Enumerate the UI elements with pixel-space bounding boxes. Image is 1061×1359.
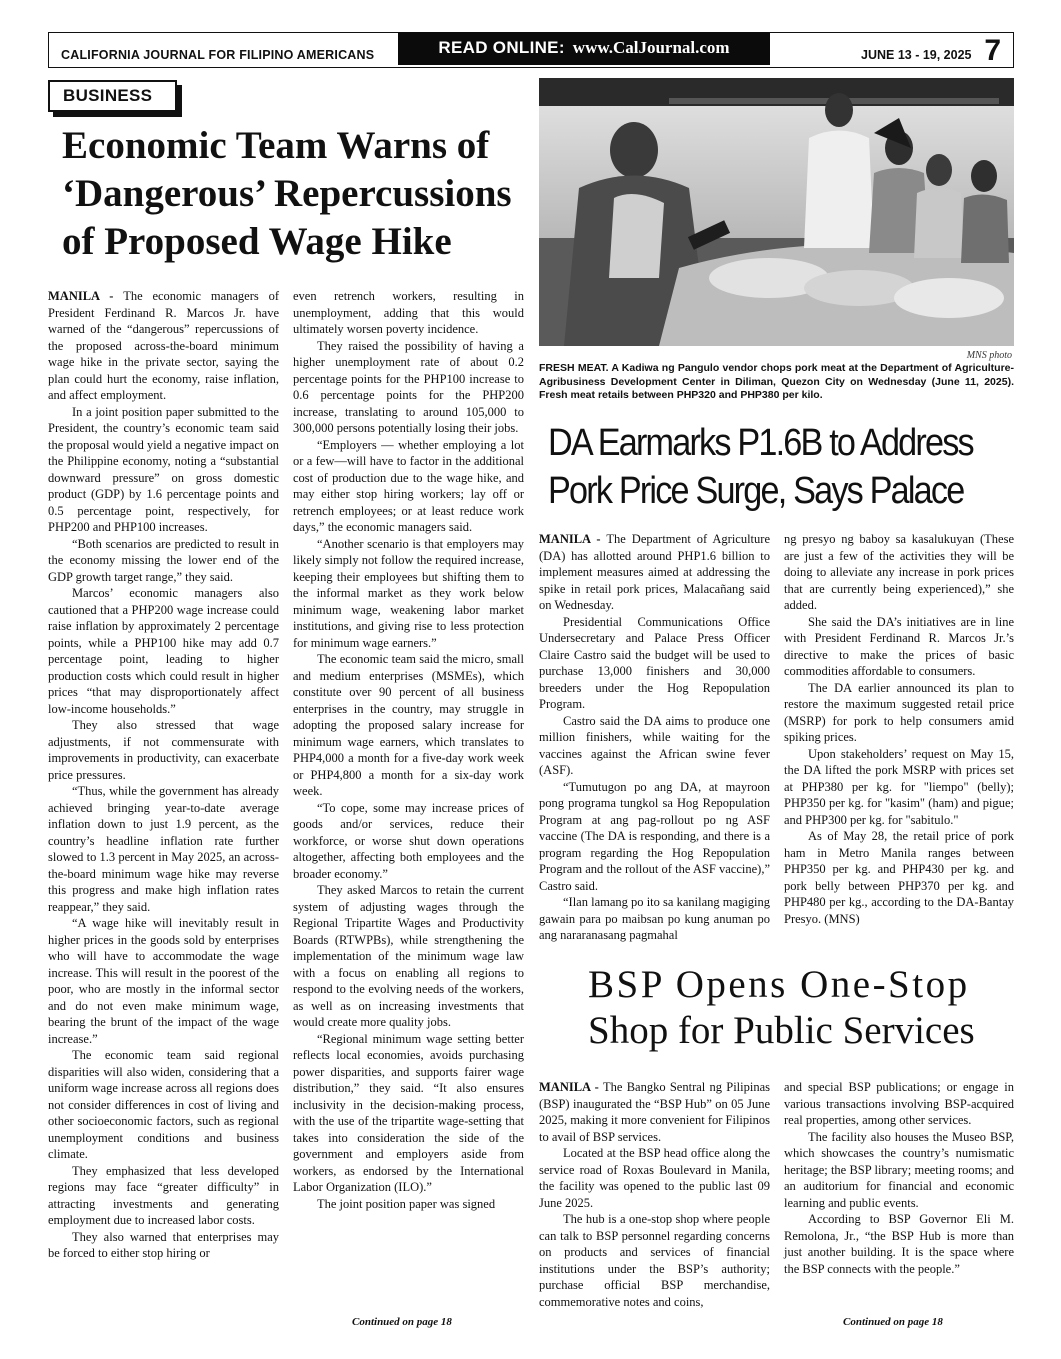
article2-paragraph: “Tumutugon po ang DA, at mayroon pong programa tungkol sa Hog Repopulation Program at ang pag-rollout po ng ASF vaccine (The DA is responding, and there is a program regarding the Hog Repopulation Program and the rollout of the ASF vaccine),” Castro said. <box>539 779 770 893</box>
article3-paragraph: The hub is a one-stop shop where people can talk to BSP personnel regarding concerns on products and services of financial institutions under the BSP’s authority; purchase official BSP merchandise, commemorative notes and coins, <box>539 1212 770 1309</box>
article3-paragraph: Located at the BSP head office along the service road of Roxas Boulevard in Manila, the facility was opened to the public last 09 June 2025. <box>539 1146 770 1210</box>
article1-paragraph: “Both scenarios are predicted to result in the economy missing the lower end of the GDP growth target range,” they said. <box>48 536 279 584</box>
article1-paragraph: “Thus, while the government has already achieved bringing year-to-date average inflation down to just 1.9 percent, as the country’s headline inflation rate further slowed to 1.3 percent in May 2025, an across-the-board minimum wage hike may reverse this progress and make high inflation rates reappear,” they said. <box>48 784 279 914</box>
article3-dateline: MANILA - <box>539 1080 604 1094</box>
photo-caption: FRESH MEAT. A Kadiwa ng Pangulo vendor chops pork meat at the Department of Agriculture-Agribusiness Development Center in Diliman, Quezon City on Wednesday (June 11, 2025). Fresh meat retails between PHP320 and PHP380 per kilo. <box>539 362 1014 401</box>
article1-paragraph: “Regional minimum wage setting better reflects local economies, avoids purchasing power disparities, and supports fairer wage distribution,” they said. “It also ensures inclusivity in the decision-making process, with the use of the tripartite wage-setting that takes into consideration the side of the government and employers aside from workers, as endorsed by the International Labor Organization (ILO).” <box>293 1031 524 1194</box>
article2-dateline: MANILA - <box>539 532 607 546</box>
article3-headline-line2: Shop for Public Services <box>588 1009 975 1052</box>
article2-column-2 <box>784 531 1014 927</box>
article1-column-1 <box>48 288 279 1262</box>
article1-paragraph: “Another scenario is that employers may likely simply not follow the required increase, keeping their employees but shifting them to the informal market as they work below minimum wage, weakening labor market institutions, and giving rise to less protection for minimum wage earners.” <box>293 536 524 650</box>
article3-paragraph: and special BSP publications; or engage in various transactions involving BSP-acquired real properties, among other services. <box>784 1080 1014 1127</box>
section-tag: BUSINESS <box>48 80 177 112</box>
article2-paragraph: The DA earlier announced its plan to restore the maximum suggested retail price (MSRP) for pork to help consumers amid spiking prices. <box>784 680 1014 744</box>
article1-paragraph: even retrench workers, resulting in unemployment, adding that this would ultimately worsen poverty incidence. <box>293 289 524 336</box>
article3-headline-line1: BSP Opens One-Stop <box>588 963 970 1006</box>
article1-paragraph: “Employers — whether employing a lot or a few—will have to factor in the additional cost of production due to the wage hike, and may either stop hiring workers; lay off or retrench employees; or at least reduce work days,” the economic managers said. <box>293 437 524 534</box>
article1-paragraph: Marcos’ economic managers also cautioned that a PHP200 wage increase could raise inflation by approximately 2 percentage points, while a PHP100 hike may add 0.7 percentage point, leading to higher production costs which could result in higher prices “that may disproportionately affect low-income households.” <box>48 586 279 716</box>
article3-paragraph: MANILA - The Bangko Sentral ng Pilipinas (BSP) inaugurated the “BSP Hub” on 05 June 2025, making it more convenient for Filipinos to avail of BSP services. <box>539 1080 770 1144</box>
article1-paragraph: The economic team said regional disparities will also widen, considering that a uniform wage increase across all regions does not consider differences in cost of living and other socioeconomic factors, such as regional unemployment conditions and business climate. <box>48 1048 279 1161</box>
article1-paragraph: The economic team said the micro, small and medium enterprises (MSMEs), which constitute over 90 percent of all business enterprises in the country, may struggle in adopting the proposed salary increase for minimum wage earners, which translates to PHP4,000 a month for a five-day work week or PHP4,800 a month for a six-day work week. <box>293 652 524 798</box>
article1-paragraph: They also stressed that wage adjustments, if not commensurate with improvements in productivity, can exacerbate price pressures. <box>48 718 279 782</box>
article1-paragraph: In a joint position paper submitted to the President, the country’s economic team said the proposal would yield a negative impact on the Philippine economy, noting a “substantial downward pressure” on gross domestic product (GDP) by 1.6 percentage points and 0.5 percentage point, respectively, for PHP200 and PHP100 increases. <box>48 404 279 534</box>
read-online-label: READ ONLINE: <box>438 38 565 57</box>
article2-paragraph: Upon stakeholders’ request on May 15, the DA lifted the pork MSRP with prices set at PHP380 per kg. for "liempo" (belly); PHP350 per kg. for "kasim" (ham) and pigue; and PHP300 per kg. for "sabitulo." <box>784 746 1014 827</box>
article2-column-1 <box>539 531 770 944</box>
article2-headline <box>548 419 971 515</box>
read-online-url: www.CalJournal.com <box>572 38 730 57</box>
article1-headline: Economic Team Warns of ‘Dangerous’ Repercussions of Proposed Wage Hike <box>62 124 512 263</box>
article1-column-2 <box>293 288 524 1212</box>
article1-paragraph: The joint position paper was signed <box>317 1196 496 1211</box>
article2-paragraph: Presidential Communications Office Undersecretary and Palace Press Officer Claire Castro said the budget will be used to purchase 13,000 finishers and 30,000 breeders under the Hog Repopulation Program. <box>539 614 770 711</box>
article1-paragraph: “A wage hike will inevitably result in higher prices in the goods sold by enterprises who will have to accommodate the wage increase. This will result in the poorest of the poor, who are mostly in the informal sector and do not even make minimum wage, bearing the brunt of the impact of the wage increase.” <box>48 916 279 1046</box>
market-photo <box>539 78 1014 346</box>
article2-paragraph: MANILA - The Department of Agriculture (DA) has allotted around PHP1.6 billion to implement measures aimed at addressing the spike in retail pork prices, Malacañang said on Wednesday. <box>539 532 770 612</box>
article2-paragraph: Castro said the DA aims to produce one million finishers, while waiting for the vaccines against the African swine fever (ASF). <box>539 713 770 777</box>
issue-date: JUNE 13 - 19, 2025 <box>861 48 972 62</box>
article1-paragraph: They emphasized that less developed regions may face “greater difficulty” in attracting investments and generating employment due to increased labor costs. <box>48 1163 279 1227</box>
article3-continued-link[interactable]: Continued on page 18 <box>843 1316 943 1328</box>
article3-paragraph: According to BSP Governor Eli M. Remolona, Jr., “the BSP Hub is more than just another building. It is the space where the BSP connects with the people.” <box>784 1212 1014 1276</box>
article2-paragraph: She said the DA’s initiatives are in line with President Ferdinand R. Marcos Jr.’s directive to make the prices of basic commodities affordable to consumers. <box>784 614 1014 678</box>
article3-column-1 <box>539 1079 770 1310</box>
page-number: 7 <box>984 34 1001 67</box>
article1-paragraph: They raised the possibility of having a higher unemployment rate of about 0.2 percentage points for the PHP100 increase to 0.6 percentage points for the PHP200 increase, translating to around 105,000 to 300,000 persons potentially losing their jobs. <box>293 338 524 435</box>
read-online-link[interactable] <box>398 32 770 65</box>
article1-paragraph: They also warned that enterprises may be forced to either stop hiring or <box>48 1229 279 1260</box>
masthead <box>48 32 1014 68</box>
article3-column-2 <box>784 1079 1014 1277</box>
article2-headline-text: DA Earmarks P1.6B to Address Pork Price Surge, Says Palace <box>548 422 973 512</box>
article3-headline <box>588 962 1018 1054</box>
article2-paragraph: ng presyo ng baboy sa kasalukuyan (These are just a few of the activities they will be doing to alleviate any increase in pork prices that are currently being experienced),” she added. <box>784 532 1014 612</box>
photo-credit: MNS photo <box>966 350 1012 361</box>
article1-paragraph: “To cope, some may increase prices of goods and/or services, reduce their workforce, or worse shut down operations altogether, affecting both employees and the broader economy.” <box>293 800 524 881</box>
market-photo-image <box>539 78 1014 346</box>
article2-paragraph: “Ilan lamang po ito sa kanilang magiging gawain para po maibsan po kung anuman po ang nararanasang pagmahal <box>539 895 770 942</box>
article1-paragraph: They asked Marcos to retain the current system of adjusting wages through the Regional Tripartite Wages and Productivity Boards (RTWPBs), while strengthening the implementation of the minimum wage law with a focus on enabling all regions to respond to the evolving needs of the workers, as well as on increasing investments that would create more quality jobs. <box>293 883 524 1029</box>
article1-dateline: MANILA - <box>48 289 124 303</box>
article2-paragraph: As of May 28, the retail price of pork ham in Metro Manila ranges between PHP350 per kg. and PHP430 per kg. and pork belly between PHP370 per kg. and PHP480 per kg., according to the DA-Bantay Presyo. (MNS) <box>784 829 1014 926</box>
article3-paragraph: The facility also houses the Museo BSP, which showcases the country’s numismatic heritage; the BSP library; meeting rooms; and an auditorium for financial and economic learning and public events. <box>784 1129 1014 1210</box>
publication-name: CALIFORNIA JOURNAL FOR FILIPINO AMERICANS <box>61 48 375 62</box>
article1-continued-link[interactable]: Continued on page 18 <box>352 1316 452 1328</box>
article1-paragraph: MANILA - The economic managers of President Ferdinand R. Marcos Jr. have warned of the “dangerous” repercussions of the proposed across-the-board minimum wage hike in the private sector, saying the plan could hurt the economy, raise inflation, and affect employment. <box>48 289 279 402</box>
